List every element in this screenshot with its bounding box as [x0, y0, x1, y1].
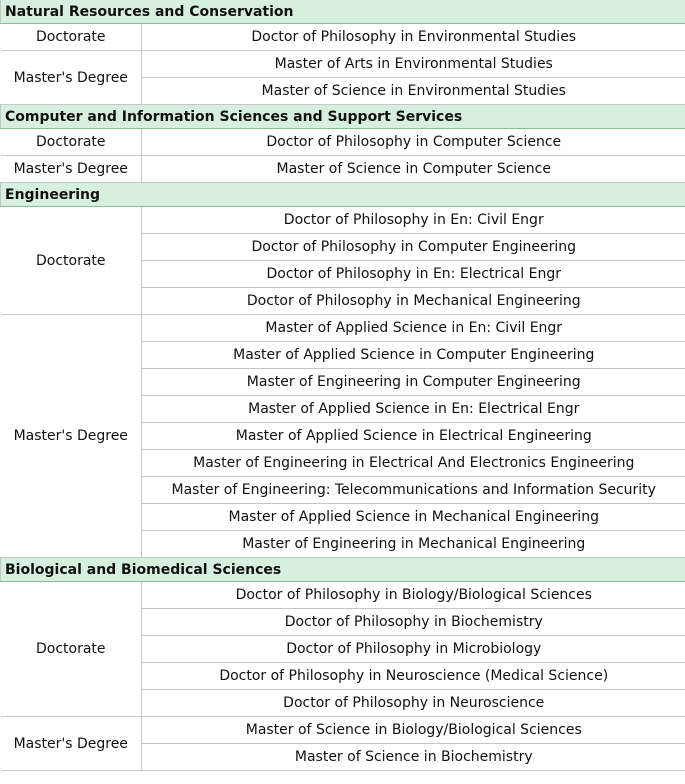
program-name: Master of Science in Environmental Studies: [142, 78, 685, 105]
section-title: Natural Resources and Conservation: [1, 0, 685, 24]
table-row: [1, 315, 685, 342]
degree-level: Doctorate: [1, 129, 142, 156]
degree-level: Master's Degree: [1, 51, 142, 105]
program-name: Master of Applied Science in Computer Engineering: [142, 342, 685, 369]
section-header-row: [1, 0, 685, 24]
program-name: Master of Applied Science in En: Civil Engr: [142, 315, 685, 342]
program-name: Master of Science in Biochemistry: [142, 744, 685, 771]
degree-level: Doctorate: [1, 582, 142, 717]
program-name: Master of Applied Science in Electrical Engineering: [142, 423, 685, 450]
program-name: Doctor of Philosophy in Neuroscience: [142, 690, 685, 717]
table-row: [1, 582, 685, 609]
degree-level: Doctorate: [1, 207, 142, 315]
table-body: [1, 0, 685, 771]
program-name: Doctor of Philosophy in Environmental Studies: [142, 24, 685, 51]
table-row: [1, 24, 685, 51]
degree-level: Doctorate: [1, 24, 142, 51]
program-name: Master of Engineering: Telecommunications and Information Security: [142, 477, 685, 504]
program-name: Master of Science in Biology/Biological Sciences: [142, 717, 685, 744]
program-name: Doctor of Philosophy in Computer Engineering: [142, 234, 685, 261]
program-name: Master of Applied Science in Mechanical Engineering: [142, 504, 685, 531]
table-row: [1, 717, 685, 744]
section-header-row: [1, 105, 685, 129]
section-header-row: [1, 183, 685, 207]
section-title: Biological and Biomedical Sciences: [1, 558, 685, 582]
program-name: Doctor of Philosophy in Neuroscience (Medical Science): [142, 663, 685, 690]
program-name: Master of Science in Computer Science: [142, 156, 685, 183]
program-name: Doctor of Philosophy in Biochemistry: [142, 609, 685, 636]
program-name: Doctor of Philosophy in En: Civil Engr: [142, 207, 685, 234]
program-name: Doctor of Philosophy in Biology/Biological Sciences: [142, 582, 685, 609]
table-row: [1, 51, 685, 78]
program-name: Doctor of Philosophy in En: Electrical Engr: [142, 261, 685, 288]
table-row: [1, 156, 685, 183]
program-name: Doctor of Philosophy in Computer Science: [142, 129, 685, 156]
table-row: [1, 207, 685, 234]
section-title: Engineering: [1, 183, 685, 207]
section-title: Computer and Information Sciences and Support Services: [1, 105, 685, 129]
program-name: Doctor of Philosophy in Mechanical Engineering: [142, 288, 685, 315]
degree-level: Master's Degree: [1, 315, 142, 558]
program-name: Master of Applied Science in En: Electrical Engr: [142, 396, 685, 423]
program-name: Master of Arts in Environmental Studies: [142, 51, 685, 78]
table-row: [1, 129, 685, 156]
degree-level: Master's Degree: [1, 156, 142, 183]
program-name: Master of Engineering in Mechanical Engineering: [142, 531, 685, 558]
program-name: Master of Engineering in Electrical And Electronics Engineering: [142, 450, 685, 477]
degree-level: Master's Degree: [1, 717, 142, 771]
program-name: Doctor of Philosophy in Microbiology: [142, 636, 685, 663]
section-header-row: [1, 558, 685, 582]
program-name: Master of Engineering in Computer Engineering: [142, 369, 685, 396]
